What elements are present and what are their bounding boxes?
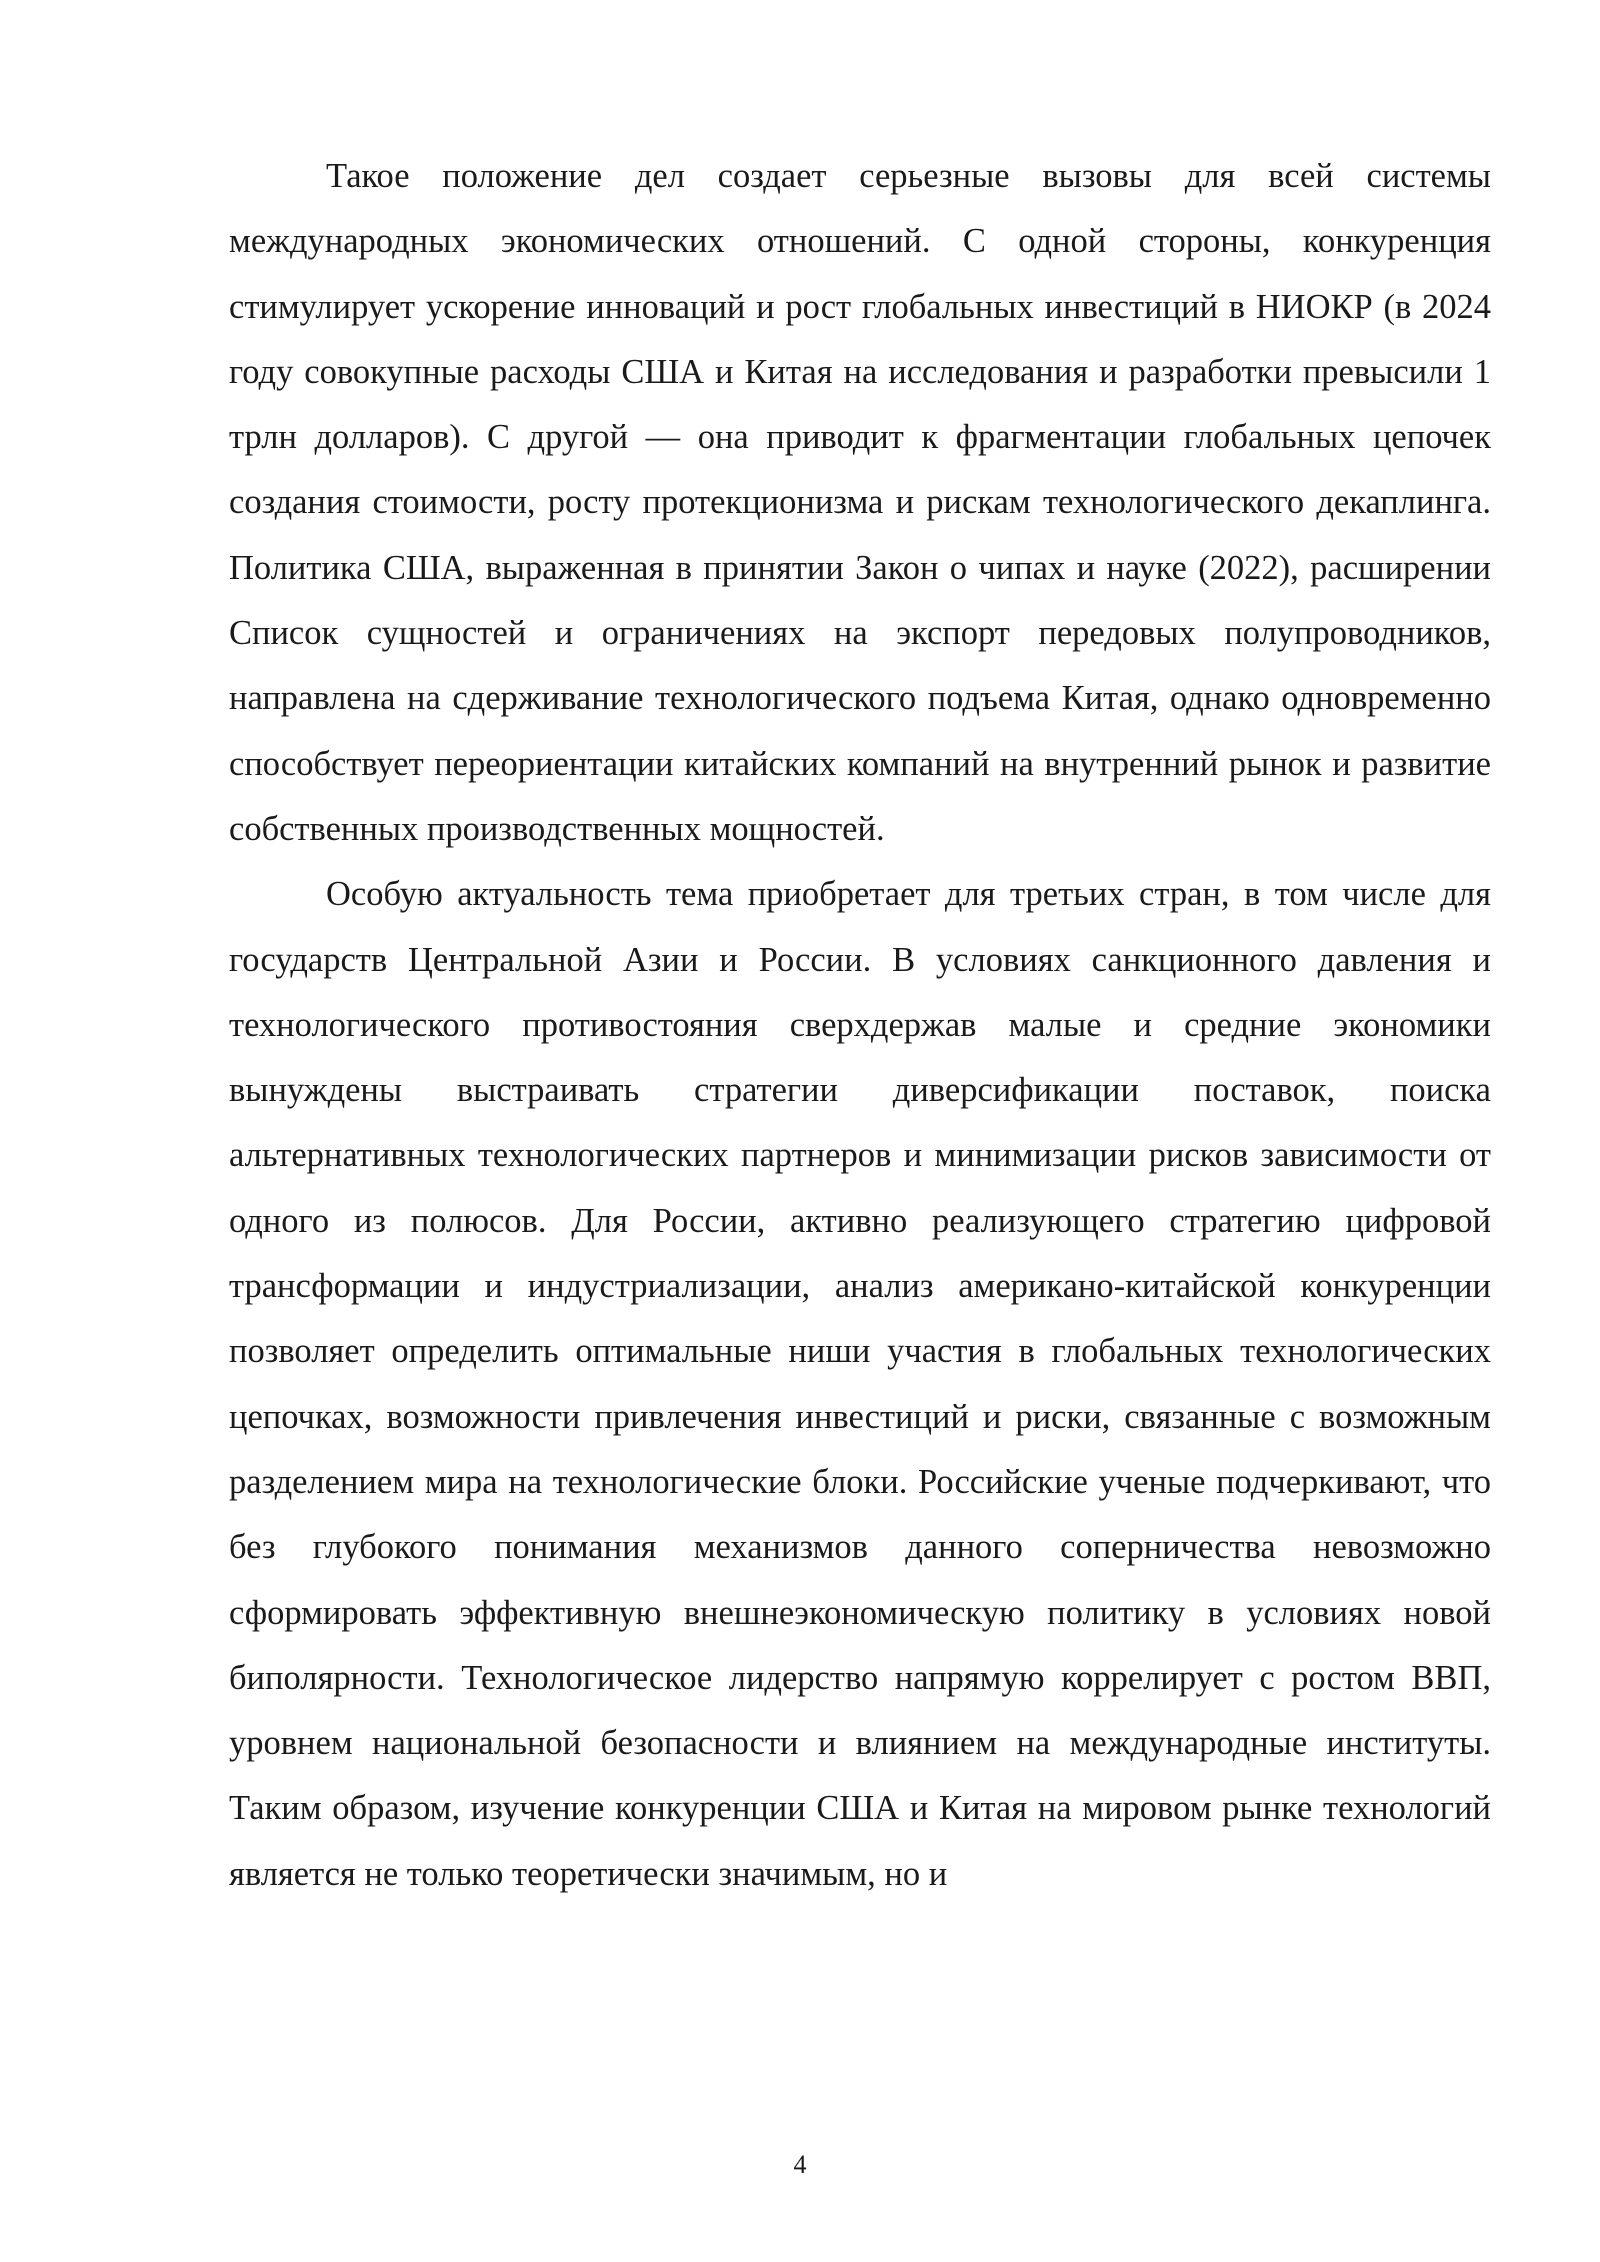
paragraph-1: Такое положение дел создает серьезные вызовы для всей системы международных экономических отношений. С одной стороны, конкуренция стимулирует ускорение инноваций и рост глобальных инвестиций в НИОКР (в 2024 году совокупные расходы США и Китая на исследования и разработки превысили 1 трлн долларов). С другой — она приводит к фрагментации глобальных цепочек создания стоимости, росту протекционизма и рискам технологического декаплинга. Политика США, выраженная в принятии Закон о чипах и науке (2022), расширении Список сущностей и ограничениях на экспорт передовых полупроводников, направлена на сдерживание технологического подъема Китая, однако одновременно способствует переориентации китайских компаний на внутренний рынок и развитие собственных производственных мощностей. <box>229 157 1491 848</box>
page-number: 4 <box>793 2150 807 2179</box>
body-text <box>229 144 1491 1907</box>
paragraph-2: Особую актуальность тема приобретает для третьих стран, в том числе для государств Центральной Азии и России. В условиях санкционного давления и технологического противостояния сверхдержав малые и средние экономики вынуждены выстраивать стратегии диверсификации поставок, поиска альтернативных технологических партнеров и минимизации рисков зависимости от одного из полюсов. Для России, активно реализующего стратегию цифровой трансформации и индустриализации, анализ американо-китайской конкуренции позволяет определить оптимальные ниши участия в глобальных технологических цепочках, возможности привлечения инвестиций и риски, связанные с возможным разделением мира на технологические блоки. Российские ученые подчеркивают, что без глубокого понимания механизмов данного соперничества невозможно сформировать эффективную внешнеэкономическую политику в условиях новой биполярности. Технологическое лидерство напрямую коррелирует с ростом ВВП, уровнем национальной безопасности и влиянием на международные институты. Таким образом, изучение конкуренции США и Китая на мировом рынке технологий является не только теоретически значимым, но и <box>229 875 1491 1893</box>
